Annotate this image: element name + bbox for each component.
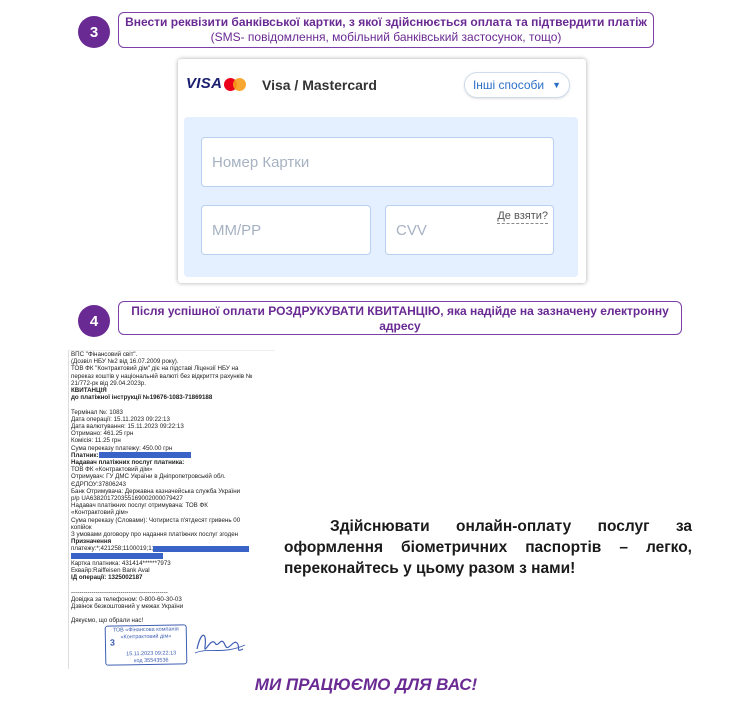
receipt-line-text: «Контрактовий дім» xyxy=(71,509,129,517)
footer-slogan: МИ ПРАЦЮЄМО ДЛЯ ВАС! xyxy=(254,675,478,694)
step-3-title: Внести реквізити банківської картки, з якої здійснюється оплата та підтвердити платіж xyxy=(125,15,647,29)
receipt-line-text: Дата валютування: 15.11.2023 09:22:13 xyxy=(71,423,184,431)
receipt-line-text: Комісія: 11.25 грн xyxy=(71,437,121,445)
receipt-line xyxy=(69,581,275,588)
receipt-line xyxy=(69,394,275,401)
receipt-line xyxy=(69,567,275,574)
receipt-line xyxy=(69,452,275,459)
receipt-line xyxy=(69,358,275,365)
receipt-line xyxy=(69,596,275,603)
cvv-placeholder: CVV xyxy=(396,221,427,239)
step-4-number: 4 xyxy=(78,305,110,337)
receipt-line xyxy=(69,610,275,617)
card-number-input[interactable] xyxy=(201,137,554,187)
receipt-line-text: ТОВ ФК «Контрактовий дім» xyxy=(71,466,153,474)
receipt-line xyxy=(69,445,275,452)
receipt-line xyxy=(69,459,275,466)
receipt-line xyxy=(69,502,275,509)
expiry-date-input[interactable] xyxy=(201,205,371,255)
other-methods-label: Інші способи xyxy=(472,78,545,92)
where-to-find-cvv-link[interactable]: Де взяти? xyxy=(497,210,548,222)
receipt-line xyxy=(69,373,275,380)
receipt-line xyxy=(69,365,275,372)
receipt-line xyxy=(69,401,275,408)
payment-method-title: Visa / Mastercard xyxy=(262,77,377,93)
promo-text: Здійснювати онлайн-оплату послуг за оформлення біометричних паспортів – легко, переконайтесь у цьому разом з нами! xyxy=(284,518,692,577)
stamp-line-1: ТОВ «Фінансова компанія xyxy=(112,626,179,634)
receipt-line xyxy=(69,524,275,531)
payment-receipt xyxy=(68,350,275,669)
receipt-line xyxy=(69,495,275,502)
receipt-stamp xyxy=(105,624,188,665)
mastercard-logo xyxy=(224,78,246,91)
step-4-instruction xyxy=(118,301,682,335)
receipt-line xyxy=(69,603,275,610)
step-4-title-emphasis: РОЗДРУКУВАТИ КВИТАНЦІЮ xyxy=(268,304,441,318)
step-4-title-prefix: Після успішної оплати xyxy=(131,304,269,318)
receipt-line-text: Дзвінок безкоштовний у межах України xyxy=(71,603,184,611)
receipt-line xyxy=(69,430,275,437)
receipt-line xyxy=(69,409,275,416)
receipt-line-text: КВИТАНЦІЯ xyxy=(71,387,107,395)
receipt-line xyxy=(69,553,275,560)
receipt-line-text: Платник: xyxy=(71,451,99,459)
receipt-line xyxy=(69,466,275,473)
receipt-line-text: копійок xyxy=(71,523,92,531)
receipt-line xyxy=(69,380,275,387)
receipt-line-text: Дякуємо, що обрали нас! xyxy=(71,617,144,625)
step-3-instruction xyxy=(118,12,654,48)
signature-image xyxy=(191,625,247,661)
cvv-input[interactable] xyxy=(385,205,554,255)
receipt-line-text: Дата операції: 15.11.2023 09:22:13 xyxy=(71,415,170,423)
receipt-line xyxy=(69,560,275,567)
receipt-lines xyxy=(69,351,275,625)
receipt-line-text: переказ коштів у національній валюті без відкриття рахунків № xyxy=(71,372,253,380)
receipt-line-text: Призначення xyxy=(71,538,112,546)
stamp-code: код 35543536 xyxy=(133,657,169,664)
receipt-line-text: Отримано: 461.25 грн xyxy=(71,430,134,438)
receipt-line-text: до платіжної інструкції №19676-1083-71869188 xyxy=(71,394,213,402)
receipt-line-text: ----------------------------------------------- xyxy=(71,588,168,596)
step-4-title-suffix: , яка надійде на зазначену електронну адресу xyxy=(379,304,669,333)
receipt-line xyxy=(69,589,275,596)
other-methods-button[interactable] xyxy=(464,72,570,98)
receipt-line-text: Сума переказу (Словами): Чотириста п'ятдесят гривень 00 xyxy=(71,516,241,524)
receipt-line xyxy=(69,517,275,524)
step-3-subtitle: (SMS- повідомлення, мобільний банківський застосунок, тощо) xyxy=(210,30,562,44)
receipt-line-text: Надавач платіжних послуг платника: xyxy=(71,459,185,467)
step-4-title xyxy=(131,304,669,333)
receipt-line xyxy=(69,531,275,538)
card-number-placeholder: Номер Картки xyxy=(212,153,310,171)
receipt-line xyxy=(69,437,275,444)
receipt-line xyxy=(69,387,275,394)
receipt-line-text: З умовами договору про надання платіжних послуг згоден xyxy=(71,531,239,539)
receipt-line-text: Довідка за телефоном: 0-800-60-30-03 xyxy=(71,595,182,603)
receipt-line xyxy=(69,473,275,480)
receipt-line xyxy=(69,351,275,358)
redacted-block xyxy=(71,553,163,559)
receipt-line-text: Сума переказу платежу: 450.00 грн xyxy=(71,444,173,452)
receipt-line-text: ВПС "Фінансовий світ". xyxy=(71,351,138,358)
receipt-line-text: Надавач платіжних послуг отримувача: ТОВ ФК xyxy=(71,502,208,510)
redacted-block xyxy=(153,546,249,552)
visa-logo: VISA xyxy=(186,75,223,92)
receipt-line-text: Еквайр:Raiffeisen Bank Aval xyxy=(71,567,150,575)
receipt-line-text: Банк Отримувача: Державна казначейська служба України xyxy=(71,487,241,495)
receipt-line xyxy=(69,481,275,488)
receipt-line xyxy=(69,488,275,495)
receipt-line-text: р/р UA638201720355169002000079427 xyxy=(71,495,183,503)
receipt-line-text: Термінал №: 1083 xyxy=(71,408,123,416)
stamp-line-2: «Контрактовий дім» xyxy=(120,633,172,640)
receipt-line-text: (Дозвіл НБУ №2 від 16.07.2009 року). xyxy=(71,358,179,366)
receipt-line-text: ІД операції: 1325002187 xyxy=(71,574,143,582)
receipt-line xyxy=(69,423,275,430)
stamp-date: 15.11.2023 09:22:13 xyxy=(126,650,177,658)
receipt-line xyxy=(69,509,275,516)
receipt-line-text: 21/772-рк від 29.04.2023р. xyxy=(71,379,146,387)
receipt-line xyxy=(69,538,275,545)
redacted-block xyxy=(99,452,191,458)
receipt-line-text: ТОВ ФК "Контрактовий дім" діє на підставі Ліцензії НБУ на xyxy=(71,365,239,373)
expiry-placeholder: ММ/РР xyxy=(212,221,262,239)
receipt-line-text: Отримувач: ГУ ДМС України в Дніпропетровській обл. xyxy=(71,473,226,481)
receipt-line xyxy=(69,545,275,552)
receipt-line-text: ЄДРПОУ:37806243 xyxy=(71,480,126,488)
caret-down-icon: ▼ xyxy=(552,80,562,90)
payment-form xyxy=(178,59,586,283)
card-details-panel xyxy=(184,117,578,277)
stamp-number: 3 xyxy=(109,637,116,648)
step-3-number: 3 xyxy=(78,16,110,48)
receipt-line xyxy=(69,416,275,423)
receipt-line xyxy=(69,574,275,581)
receipt-line-text: платежу:*;421258;1100019;1; xyxy=(71,545,154,553)
receipt-line-text: Картка платника: 431414******7973 xyxy=(71,559,171,567)
